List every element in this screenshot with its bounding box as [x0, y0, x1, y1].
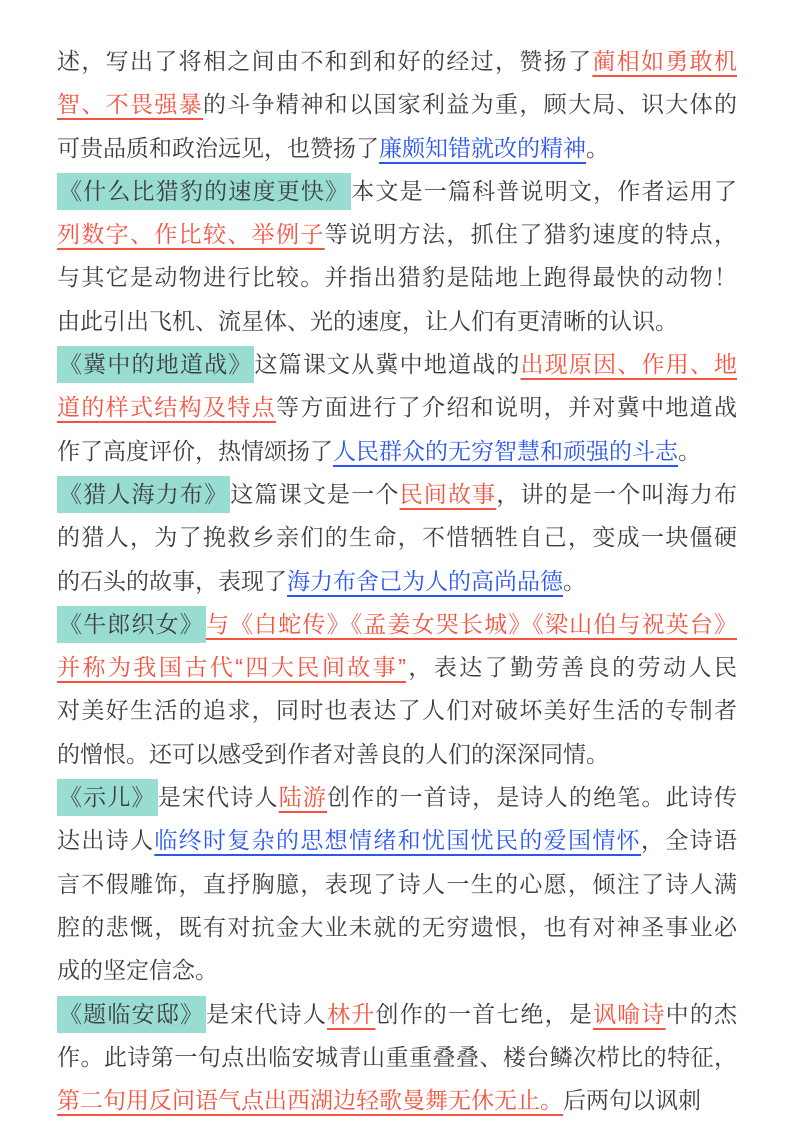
red-underlined-emphasis: 智、不畏强暴: [57, 91, 203, 118]
text-line: [57, 863, 737, 906]
text-line: [57, 83, 737, 126]
text-run: 言不假雕饰，直抒胸臆，表现了诗人一生的心愿，倾注了诗人满: [57, 870, 737, 897]
paragraph: [57, 170, 737, 343]
text-run: 作。此诗第一句点出临安城青山重重叠叠、楼台鳞次栉比的特征，: [57, 1043, 737, 1070]
text-line: [57, 603, 737, 646]
red-underlined-emphasis: 出现原因、作用、地: [520, 351, 738, 378]
text-run: 述，写出了将相之间由不和到和好的经过，赞扬了: [57, 48, 593, 74]
text-run: 与其它是动物进行比较。并指出猎豹是陆地上跑得最快的动物！: [57, 264, 737, 291]
text-line: [57, 560, 737, 603]
highlighted-lesson-title: 《什么比猎豹的速度更快》: [57, 173, 351, 210]
text-line: [57, 733, 737, 776]
text-line: [57, 430, 737, 473]
text-run: 创作的一首七绝，是: [375, 1000, 594, 1027]
text-run: 可贵品质和政治远见，也赞扬了: [57, 134, 379, 161]
text-run: 。: [586, 134, 609, 161]
text-line: [57, 170, 737, 213]
red-underlined-emphasis: 第二句用反问语气点出西湖边轻歌曼舞无休无止。: [57, 1087, 563, 1114]
paragraph: [57, 993, 737, 1122]
text-line: [57, 343, 737, 386]
text-line: [57, 473, 737, 516]
text-run: 本文是一篇科普说明文，作者运用了: [351, 177, 738, 204]
text-run: 的斗争精神和以国家利益为重，顾大局、识大体的: [203, 91, 737, 118]
text-line: [57, 993, 737, 1036]
blue-underlined-emphasis: 人民群众的无穷智慧和顽强的斗志: [333, 437, 678, 464]
text-line: [57, 300, 737, 343]
blue-underlined-emphasis: 海力布舍己为人的高尚品德: [287, 567, 563, 594]
paragraph: [57, 473, 737, 603]
text-run: 的猎人，为了挽救乡亲们的生命，不惜牺牲自己，变成一块僵硬: [57, 524, 737, 551]
red-underlined-emphasis: 道的样式结构及特点: [57, 394, 276, 421]
text-line: [57, 646, 737, 689]
text-line: [57, 127, 737, 170]
text-line: [57, 949, 737, 992]
paragraph: [57, 40, 737, 170]
text-run: 。: [563, 567, 586, 594]
red-underlined-emphasis: 林升: [327, 1000, 376, 1027]
text-run: 成的坚定信念。: [57, 957, 218, 984]
blue-underlined-emphasis: 临终时复杂的思想情绪和忧国忧民的爱国情怀: [154, 827, 642, 854]
text-line: [57, 689, 737, 732]
text-run: ，讲的是一个叫海力布: [496, 480, 738, 507]
text-run: 作了高度评价，热情颂扬了: [57, 437, 333, 464]
highlighted-lesson-title: 《猎人海力布》: [57, 476, 230, 513]
text-run: 这篇课文是一个: [230, 480, 400, 507]
highlighted-lesson-title: 《牛郎织女》: [57, 606, 206, 643]
text-run: 中的杰: [665, 1000, 738, 1027]
red-underlined-emphasis: 并称为我国古代“四大民间故事”: [57, 654, 406, 681]
text-line: [57, 40, 737, 83]
text-line: [57, 776, 737, 819]
red-underlined-emphasis: 蔺相如勇敢机: [592, 48, 738, 74]
text-run: ，全诗语: [641, 827, 738, 854]
text-run: 是宋代诗人: [206, 1000, 328, 1027]
text-run: 对美好生活的追求，同时也表达了人们对破坏美好生活的专制者: [57, 697, 737, 724]
text-line: [57, 819, 737, 862]
text-run: 的憎恨。还可以感受到作者对善良的人们的深深同情。: [57, 740, 609, 767]
text-run: 创作的一首诗，是诗人的绝笔。此诗传: [327, 784, 738, 811]
red-underlined-emphasis: 民间故事: [399, 480, 497, 507]
text-run: 的石头的故事，表现了: [57, 567, 287, 594]
red-underlined-emphasis: 讽喻诗: [593, 1000, 666, 1027]
text-line: [57, 1079, 737, 1122]
text-line: [57, 386, 737, 429]
text-line: [57, 213, 737, 256]
text-run: 后两句以讽刺: [563, 1087, 701, 1114]
text-run: 由此引出飞机、流星体、光的速度，让人们有更清晰的认识。: [57, 307, 678, 334]
text-run: 等说明方法，抓住了猎豹速度的特点，: [324, 221, 738, 248]
text-line: [57, 1036, 737, 1079]
red-underlined-emphasis: 陆游: [278, 784, 328, 811]
text-run: 。: [678, 437, 701, 464]
text-run: 腔的悲慨，既有对抗金大业未就的无穷遗恨，也有对神圣事业必: [57, 913, 737, 940]
highlighted-lesson-title: 《示儿》: [57, 779, 158, 816]
text-run: 这篇课文从冀中地道战的: [254, 351, 521, 378]
text-run: ，表达了勤劳善良的劳动人民: [405, 654, 737, 681]
paragraph: [57, 603, 737, 776]
text-run: 达出诗人: [57, 827, 155, 854]
text-line: [57, 906, 737, 949]
text-line: [57, 516, 737, 559]
red-underlined-emphasis: 列数字、作比较、举例子: [57, 221, 325, 248]
text-line: [57, 256, 737, 299]
highlighted-lesson-title: 《冀中的地道战》: [57, 346, 254, 383]
text-run: 是宋代诗人: [157, 784, 279, 811]
paragraph: [57, 776, 737, 992]
text-run: 等方面进行了介绍和说明，并对冀中地道战: [276, 394, 738, 421]
red-underlined-emphasis: 与《白蛇传》《孟姜女哭长城》《梁山伯与祝英台》: [205, 610, 738, 637]
paragraph: [57, 343, 737, 473]
highlighted-lesson-title: 《题临安邸》: [57, 996, 206, 1033]
blue-underlined-emphasis: 廉颇知错就改的精神: [379, 134, 586, 161]
